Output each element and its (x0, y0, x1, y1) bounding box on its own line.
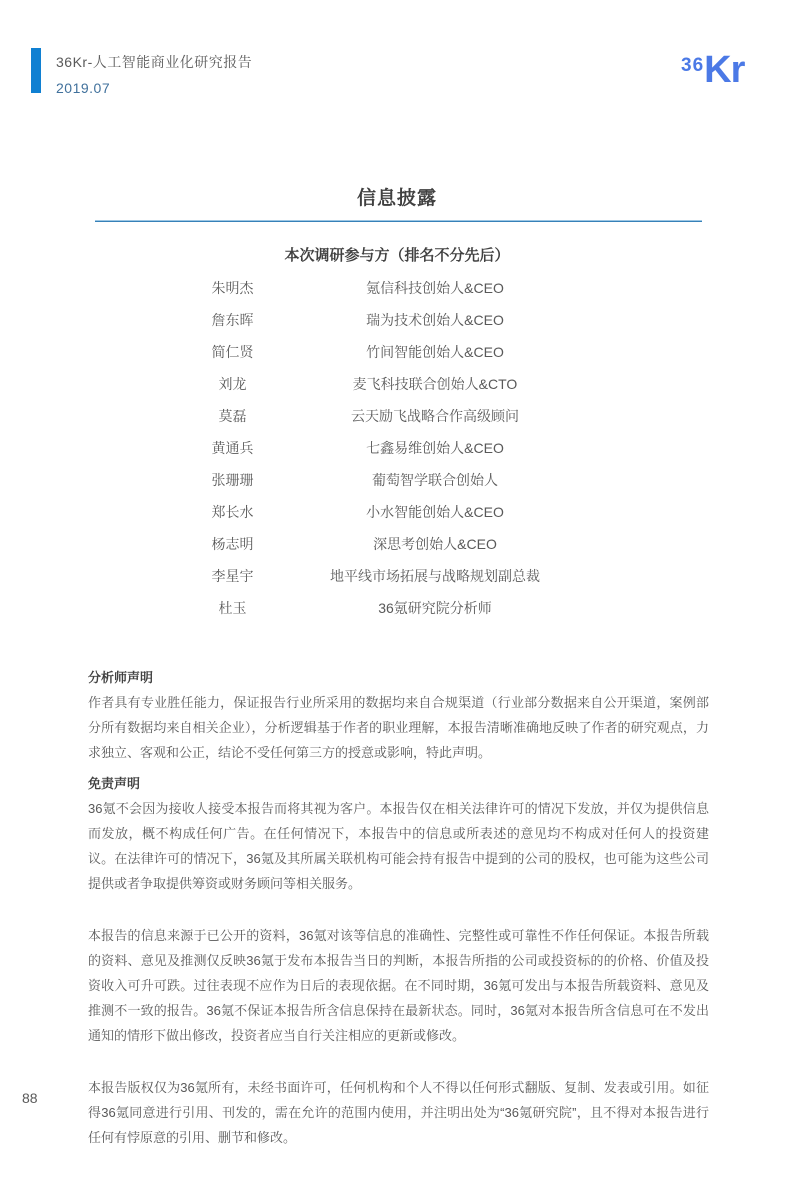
participant-title: 小水智能创始人&CEO (366, 504, 504, 520)
participant-row (150, 272, 555, 304)
participant-name: 黄通兵 (211, 440, 254, 456)
participants-list (150, 272, 555, 624)
header-accent-bar (31, 48, 41, 93)
participant-name: 简仁贤 (211, 344, 254, 360)
participant-name: 李星宇 (211, 568, 254, 584)
participant-row (150, 368, 555, 400)
participant-title: 麦飞科技联合创始人&CTO (352, 376, 518, 392)
participant-row (150, 560, 555, 592)
participant-title: 瑞为技术创始人&CEO (366, 312, 504, 328)
participant-name: 莫磊 (218, 408, 247, 424)
participant-title: 竹间智能创始人&CEO (366, 344, 504, 360)
analyst-statement-body: 作者具有专业胜任能力，保证报告行业所采用的数据均来自合规渠道（行业部分数据来自公开渠道，案例部分所有数据均来自相关企业），分析逻辑基于作者的职业理解，本报告清晰准确地反映了作者的研究观点，力求独立、客观和公正，结论不受任何第三方的授意或影响，特此声明。 (88, 695, 709, 760)
participant-name: 杨志明 (211, 536, 254, 552)
page-number: 88 (22, 1090, 38, 1106)
participant-name: 刘龙 (218, 376, 247, 392)
participant-name: 朱明杰 (211, 280, 254, 296)
participant-title: 深思考创始人&CEO (373, 536, 497, 552)
disclaimer-section (88, 773, 709, 1177)
disclaimer-paragraph: 本报告的信息来源于已公开的资料，36氪对该等信息的准确性、完整性或可靠性不作任何保证。本报告所载的资料、意见及推测仅反映36氪于发布本报告当日的判断，本报告所指的公司或投资标的的价格、价值及投资收入可升可跌。过往表现不应作为日后的表现依据。在不同时期，36氪可发出与本报告所载资料、意见及推测不一致的报告。36氪不保证本报告所含信息保持在最新状态。同时，36氪对本报告所含信息可在不发出通知的情形下做出修改，投资者应当自行关注相应的更新或修改。 (88, 928, 709, 1043)
participant-name: 杜玉 (218, 600, 247, 616)
participant-row (150, 464, 555, 496)
logo-36-text: 36 (681, 55, 705, 76)
participant-row (150, 528, 555, 560)
logo-kr-text: Kr (704, 49, 745, 91)
participant-name: 张珊珊 (211, 472, 254, 488)
section-divider (95, 220, 702, 222)
participant-title: 葡萄智学联合创始人 (372, 472, 498, 488)
participant-title: 七鑫易维创始人&CEO (366, 440, 504, 456)
participant-title: 36氪研究院分析师 (378, 600, 492, 616)
participant-title: 氪信科技创始人&CEO (366, 280, 504, 296)
analyst-statement-heading: 分析师声明 (88, 670, 154, 685)
analyst-statement-section (88, 667, 709, 765)
disclaimer-paragraph: 36氪不会因为接收人接受本报告而将其视为客户。本报告仅在相关法律许可的情况下发放，并仅为提供信息而发放，概不构成任何广告。在任何情况下，本报告中的信息或所表述的意见均不构成对任何人的投资建议。在法律许可的情况下，36氪及其所属关联机构可能会持有报告中提到的公司的股权，也可能为这些公司提供或者争取提供筹资或财务顾问等相关服务。 (88, 801, 709, 891)
participant-row (150, 592, 555, 624)
report-title: 36Kr-人工智能商业化研究报告 (56, 54, 253, 70)
participant-row (150, 432, 555, 464)
36kr-logo (681, 49, 745, 91)
participant-name: 郑长水 (211, 504, 254, 520)
section-title: 信息披露 (356, 188, 437, 209)
disclaimer-heading: 免责声明 (88, 776, 141, 791)
report-date: 2019.07 (56, 80, 111, 96)
disclaimer-paragraph: 本报告版权仅为36氪所有，未经书面许可，任何机构和个人不得以任何形式翻版、复制、发表或引用。如征得36氪同意进行引用、刊发的，需在允许的范围内使用，并注明出处为“36氪研究院”，且不得对本报告进行任何有悖原意的引用、删节和修改。 (88, 1080, 709, 1145)
participant-title: 地平线市场拓展与战略规划副总裁 (330, 568, 540, 584)
participant-row (150, 496, 555, 528)
participant-row (150, 336, 555, 368)
participant-row (150, 304, 555, 336)
participant-name: 詹东晖 (211, 312, 254, 328)
section-subtitle: 本次调研参与方（排名不分先后） (284, 247, 510, 264)
participant-title: 云天励飞战略合作高级顾问 (351, 408, 519, 424)
participant-row (150, 400, 555, 432)
